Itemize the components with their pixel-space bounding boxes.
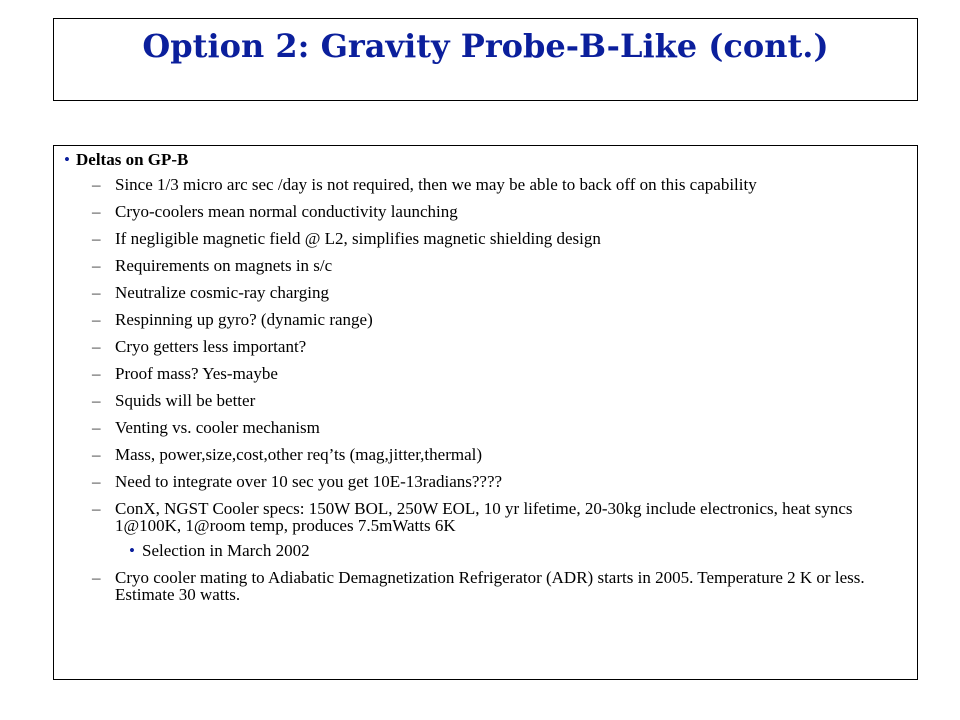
dash-icon: – <box>92 175 101 194</box>
dash-icon: – <box>92 499 101 518</box>
list-item <box>54 446 917 463</box>
dash-icon: – <box>92 283 101 302</box>
list-item <box>54 230 917 247</box>
list-item <box>54 176 917 193</box>
dash-icon: – <box>92 337 101 356</box>
slide-title: Option 2: Gravity Probe-B-Like (cont.) <box>142 27 829 65</box>
list-item-text: Neutralize cosmic-ray charging <box>115 283 329 302</box>
list-item <box>54 419 917 436</box>
list-item <box>54 500 917 534</box>
dash-icon: – <box>92 364 101 383</box>
title-box <box>53 18 918 101</box>
list-item <box>54 257 917 274</box>
dash-icon: – <box>92 202 101 221</box>
list-item-text: Cryo cooler mating to Adiabatic Demagnetization Refrigerator (ADR) starts in 2005. Temperature 2 K or less. Estimate 30 watts. <box>115 568 865 604</box>
list-item-text: Mass, power,size,cost,other req’ts (mag,jitter,thermal) <box>115 445 483 464</box>
list-item-text: Squids will be better <box>115 391 256 410</box>
list-item-text: ConX, NGST Cooler specs: 150W BOL, 250W EOL, 10 yr lifetime, 20-30kg include electronics, heat syncs 1@100K, 1@room temp, produces 7.5mWatts 6K <box>115 499 853 535</box>
dash-icon: – <box>92 229 101 248</box>
dash-icon: – <box>92 472 101 491</box>
bullet-icon: • <box>64 150 70 169</box>
list-item-text: Respinning up gyro? (dynamic range) <box>115 310 373 329</box>
list-item <box>54 365 917 382</box>
list-item <box>54 311 917 328</box>
list-item <box>54 392 917 409</box>
list-item-text: If negligible magnetic field @ L2, simplifies magnetic shielding design <box>115 229 601 248</box>
list-item <box>54 284 917 301</box>
sub-list-item-text: Selection in March 2002 <box>142 541 310 560</box>
list-item-text: Cryo getters less important? <box>115 337 307 356</box>
list-item-text: Requirements on magnets in s/c <box>115 256 333 275</box>
content-box <box>53 145 918 680</box>
sub-list-item <box>54 542 917 559</box>
dash-icon: – <box>92 391 101 410</box>
list-item <box>54 338 917 355</box>
list-item-text: Since 1/3 micro arc sec /day is not required, then we may be able to back off on this capability <box>115 175 757 194</box>
list-item <box>54 569 917 603</box>
top-bullet <box>64 149 188 171</box>
list-item-text: Venting vs. cooler mechanism <box>115 418 320 437</box>
dash-icon: – <box>92 445 101 464</box>
list-item <box>54 203 917 220</box>
list-item-text: Proof mass? Yes-maybe <box>115 364 278 383</box>
dash-icon: – <box>92 568 101 587</box>
dash-icon: – <box>92 310 101 329</box>
list-item-text: Cryo-coolers mean normal conductivity launching <box>115 202 458 221</box>
list-item-text: Need to integrate over 10 sec you get 10E-13radians???? <box>115 472 503 491</box>
list-item <box>54 473 917 490</box>
top-bullet-label: Deltas on GP-B <box>76 150 189 169</box>
item-list <box>54 176 917 613</box>
dash-icon: – <box>92 418 101 437</box>
bullet-icon: • <box>129 541 135 560</box>
dash-icon: – <box>92 256 101 275</box>
